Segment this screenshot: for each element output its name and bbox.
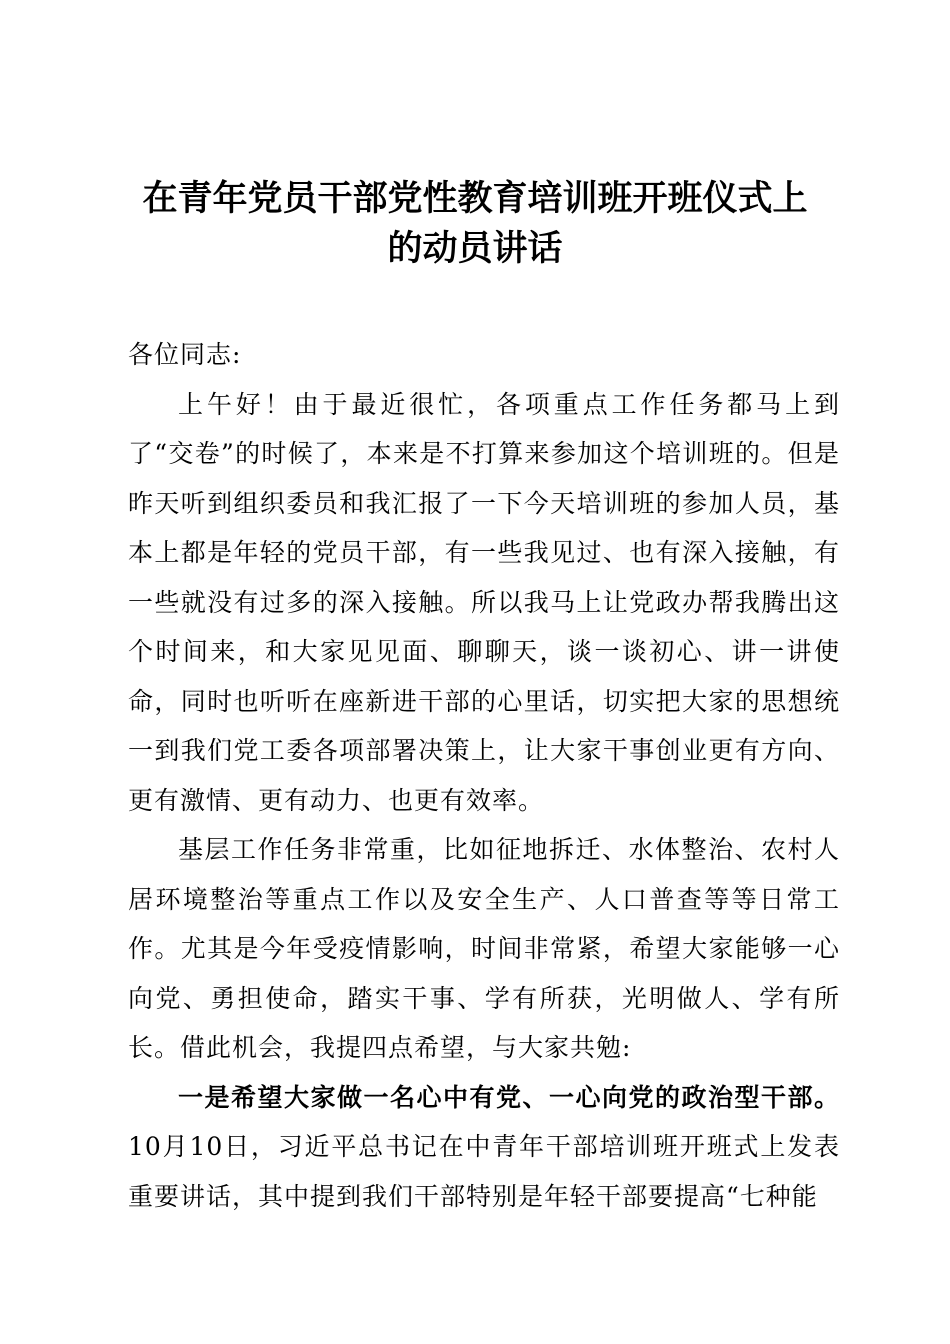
document-title: [100, 174, 850, 274]
paragraph: 上午好！由于最近很忙，各项重点工作任务都马上到了“交卷”的时候了，本来是不打算来参加这个培训班的。但是昨天听到组织委员和我汇报了一下今天培训班的参加人员，基本上都是年轻的党员干部，有一些我见过、也有深入接触，有一些就没有过多的深入接触。所以我马上让党政办帮我腾出这个时间来，和大家见见面、聊聊天，谈一谈初心、讲一讲使命，同时也听听在座新进干部的心里话，切实把大家的思想统一到我们党工委各项部署决策上，让大家干事创业更有方向、更有激情、更有动力、也更有效率。: [128, 389, 840, 815]
title-line-2: 的动员讲话: [387, 229, 563, 269]
section-paragraph: [128, 1073, 840, 1222]
document-body: [128, 330, 840, 1221]
title-line-1: 在青年党员干部党性教育培训班开班仪式上: [142, 179, 808, 219]
section-heading: 一是希望大家做一名心中有党、一心向党的政治型干部。: [178, 1082, 840, 1112]
paragraph: 基层工作任务非常重，比如征地拆迁、水体整治、农村人居环境整治等重点工作以及安全生产、人口普查等等日常工作。尤其是今年受疫情影响，时间非常紧，希望大家能够一心向党、勇担使命，踏实干事、学有所获，光明做人、学有所长。借此机会，我提四点希望，与大家共勉:: [128, 835, 840, 1062]
salutation: 各位同志:: [128, 340, 242, 369]
paragraph-text: 10月10日，习近平总书记在中青年干部培训班开班式上发表重要讲话，其中提到我们干部特别是年轻干部要提高“七种能: [128, 1132, 840, 1211]
